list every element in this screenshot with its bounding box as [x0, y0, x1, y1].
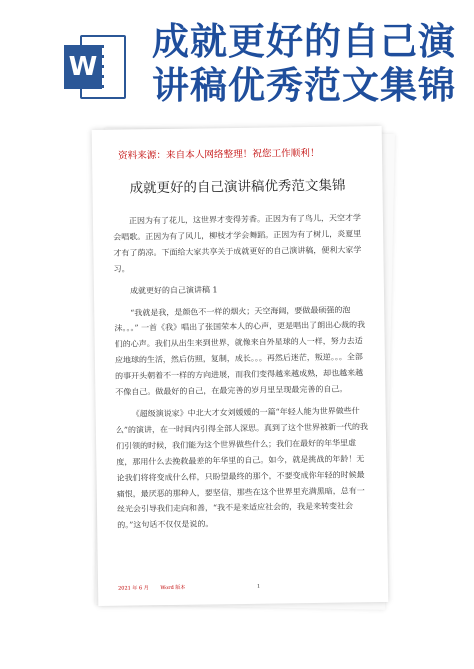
- section-heading: 成就更好的自己演讲稿 1: [129, 284, 218, 296]
- paragraph: “我就是我，是颜色不一样的烟火；天空海阔，要做最硕强的泡沫。。。” 一首《我》唱出了张国荣本人的心声，更是唱出了朗出心裁的我们的心声。我们从出生来到世界，就像来自外星球的人一样，努力去适应地球的生活，然后仿照，复制，成长。。。再然后迷茫，叛逆。。。全部的事开头朝着不一样的方向进展，而我们变得越来越成熟，却也越来越不像自己。做最好的自己，在最完善的岁月里呈现最完善的自己。: [114, 304, 366, 397]
- page-title: 成就更好的自己演讲稿优秀范文集锦: [129, 177, 346, 197]
- banner-title: 成就更好的自己演讲稿优秀范文集锦: [152, 20, 456, 107]
- word-icon: [64, 35, 126, 101]
- document-body: [113, 210, 371, 534]
- footer-version: Word 版本: [160, 584, 186, 592]
- page-footer: [118, 581, 368, 591]
- paragraph: 《超级演说家》中北大才女刘媛媛的一篇“年轻人能为世界做些什么”的演讲，在一时间内引得全部人深思。真到了这个世界被新一代的我们引领的时候，我们能为这个世界做些什么；我们在最好的年华里虚度，那用什么去挽救最差的年华里的自己。如今，就是挑战的年龄！无论我们将将变成什么样，只盼望最终的那个，不要变成你年轻的时候最痛恨，最厌恶的那种人，要坚信，那些在这个世界里充满黑暗，总有一丝光会引导我们走向和善，“我不是来适应社会的，我是来转变社会的。”这句话不仅仅是说的。: [115, 406, 369, 531]
- footer-date: 2021 年 6 月: [118, 585, 149, 592]
- page-number: 1: [256, 583, 261, 590]
- word-letter-badge: W: [64, 45, 102, 89]
- banner: [0, 0, 474, 118]
- source-note: 资料来源：来自本人网络整理！祝您工作顺利！: [117, 147, 320, 162]
- paragraph: 正因为有了花儿，这世界才变得芳香。正因为有了鸟儿，天空才学会唱歌。正因为有了风儿，柳枝才学会舞蹈。正因为有了树儿，炎夏里才有了荫凉。下面给大家共享关于成就更好的自己演讲稿，便利大家学习。: [113, 213, 362, 274]
- document-page: [92, 126, 389, 606]
